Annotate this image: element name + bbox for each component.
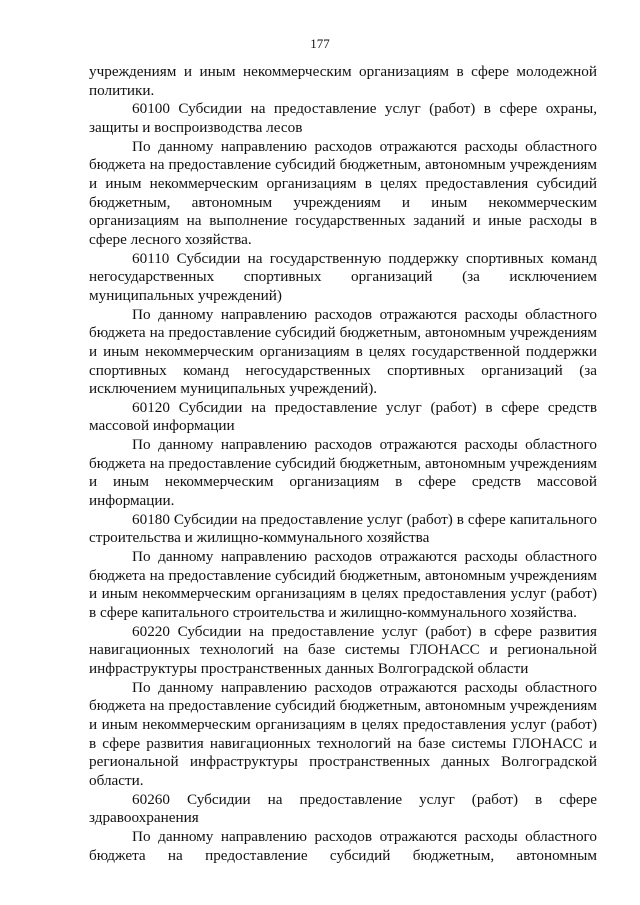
document-body: [89, 63, 597, 865]
page-number: 177: [310, 36, 330, 51]
section-heading-60120: 60120 Субсидии на предоставление услуг (работ) в сфере средств массовой информации: [89, 398, 597, 435]
paragraph: По данному направлению расходов отражаются расходы областного бюджета на предоставление субсидий бюджетным, автономным учреждениям и иным некоммерческим организациям в целях государственной поддержки спортивных команд негосударственных спортивных организаций (за исключением муниципальных учреждений).: [89, 305, 597, 398]
section-heading-60110: 60110 Субсидии на государственную поддержку спортивных команд негосударственных спортивных организаций (за исключением муниципальных учреждений): [89, 249, 597, 304]
section-heading-60100: 60100 Субсидии на предоставление услуг (работ) в сфере охраны, защиты и воспроизводства лесов: [89, 100, 597, 136]
paragraph: По данному направлению расходов отражаются расходы областного бюджета на предоставление субсидий бюджетным, автономным: [89, 827, 597, 864]
paragraph: По данному направлению расходов отражаются расходы областного бюджета на предоставление субсидий бюджетным, автономным учреждениям и иным некоммерческим организациям в целях предоставления услуг (работ) в сфере развития навигационных технологий на базе системы ГЛОНАСС и региональной инфраструктуры пространственных данных Волгоградской области.: [89, 678, 597, 789]
section-heading-60220: 60220 Субсидии на предоставление услуг (работ) в сфере развития навигационных технологий на базе системы ГЛОНАСС и региональной инфраструктуры пространственных данных Волгоградской области: [89, 622, 597, 677]
section-heading-60180: 60180 Субсидии на предоставление услуг (работ) в сфере капитального строительства и жилищно-коммунального хозяйства: [89, 510, 597, 547]
paragraph: По данному направлению расходов отражаются расходы областного бюджета на предоставление субсидий бюджетным, автономным учреждениям и иным некоммерческим организациям в сфере средств массовой информации.: [89, 436, 597, 510]
paragraph: По данному направлению расходов отражаются расходы областного бюджета на предоставление субсидий бюджетным, автономным учреждениям и иным некоммерческим организациям в целях предоставления услуг (работ) в сфере капитального строительства и жилищно-коммунального хозяйства.: [89, 548, 597, 622]
paragraph: учреждениям и иным некоммерческим организациям в сфере молодежной политики.: [89, 63, 597, 99]
section-heading-60260: 60260 Субсидии на предоставление услуг (работ) в сфере здравоохранения: [89, 790, 597, 827]
paragraph: По данному направлению расходов отражаются расходы областного бюджета на предоставление субсидий бюджетным, автономным учреждениям и иным некоммерческим организациям в целях предоставления субсидий бюджетным, автономным учреждениям и иным некоммерческим организациям на выполнение государственных заданий и иные расходы в сфере лесного хозяйства.: [89, 137, 597, 248]
